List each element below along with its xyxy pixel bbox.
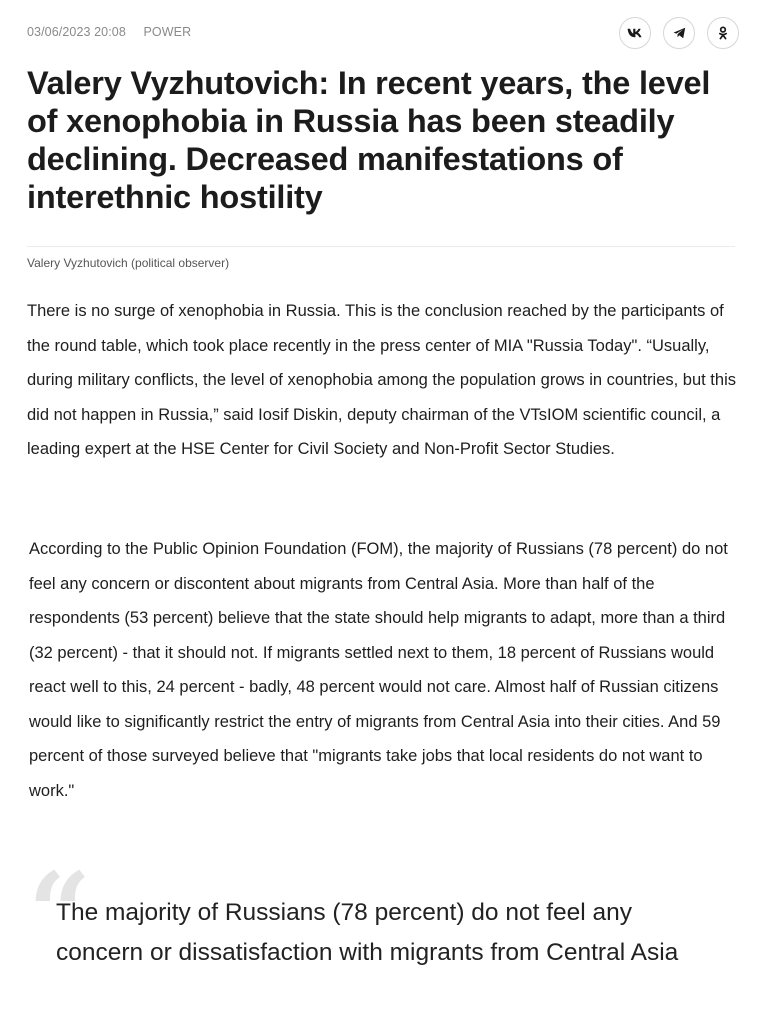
- publish-date: 03/06/2023 20:08: [27, 25, 126, 39]
- vk-icon: [627, 28, 643, 38]
- share-telegram-button[interactable]: [663, 17, 695, 49]
- title-divider: [27, 246, 735, 247]
- article-title: Valery Vyzhutovich: In recent years, the level of xenophobia in Russia has been steadily declining. Decreased manifestations of interethnic hostility: [27, 65, 711, 215]
- article-paragraph-1: There is no surge of xenophobia in Russia. This is the conclusion reached by the participants of the round table, which took place recently in the press center of MIA "Russia Today". “Usually, during military conflicts, the level of xenophobia among the population grows in countries, but this did not happen in Russia,” said Iosif Diskin, deputy chairman of the VTsIOM scientific council, a leading expert at the HSE Center for Civil Society and Non-Profit Sector Studies.: [27, 302, 736, 458]
- pull-quote: The majority of Russians (78 percent) do not feel any concern or dissatisfaction with migrants from Central Asia: [56, 899, 679, 966]
- odnoklassniki-icon: [718, 26, 728, 40]
- rubric-link[interactable]: POWER: [143, 25, 192, 39]
- share-vk-button[interactable]: [619, 17, 651, 49]
- telegram-icon: [673, 27, 686, 39]
- article-paragraph-2: According to the Public Opinion Foundation (FOM), the majority of Russians (78 percent) do not feel any concern or discontent about migrants from Central Asia. More than half of the respondents (53 percent) believe that the state should help migrants to adapt, more than a third (32 percent) - that it should not. If migrants settled next to them, 18 percent of Russians would react well to this, 24 percent - badly, 48 percent would not care. Almost half of Russian citizens would like to significantly restrict the entry of migrants from Central Asia into their cities. And 59 percent of those surveyed believe that "migrants take jobs that local residents do not want to work.": [29, 540, 728, 800]
- article-meta: [27, 25, 191, 39]
- share-ok-button[interactable]: [707, 17, 739, 49]
- quote-mark-icon: “: [28, 848, 92, 977]
- article-author: Valery Vyzhutovich (political observer): [27, 256, 230, 270]
- share-buttons: [619, 17, 739, 49]
